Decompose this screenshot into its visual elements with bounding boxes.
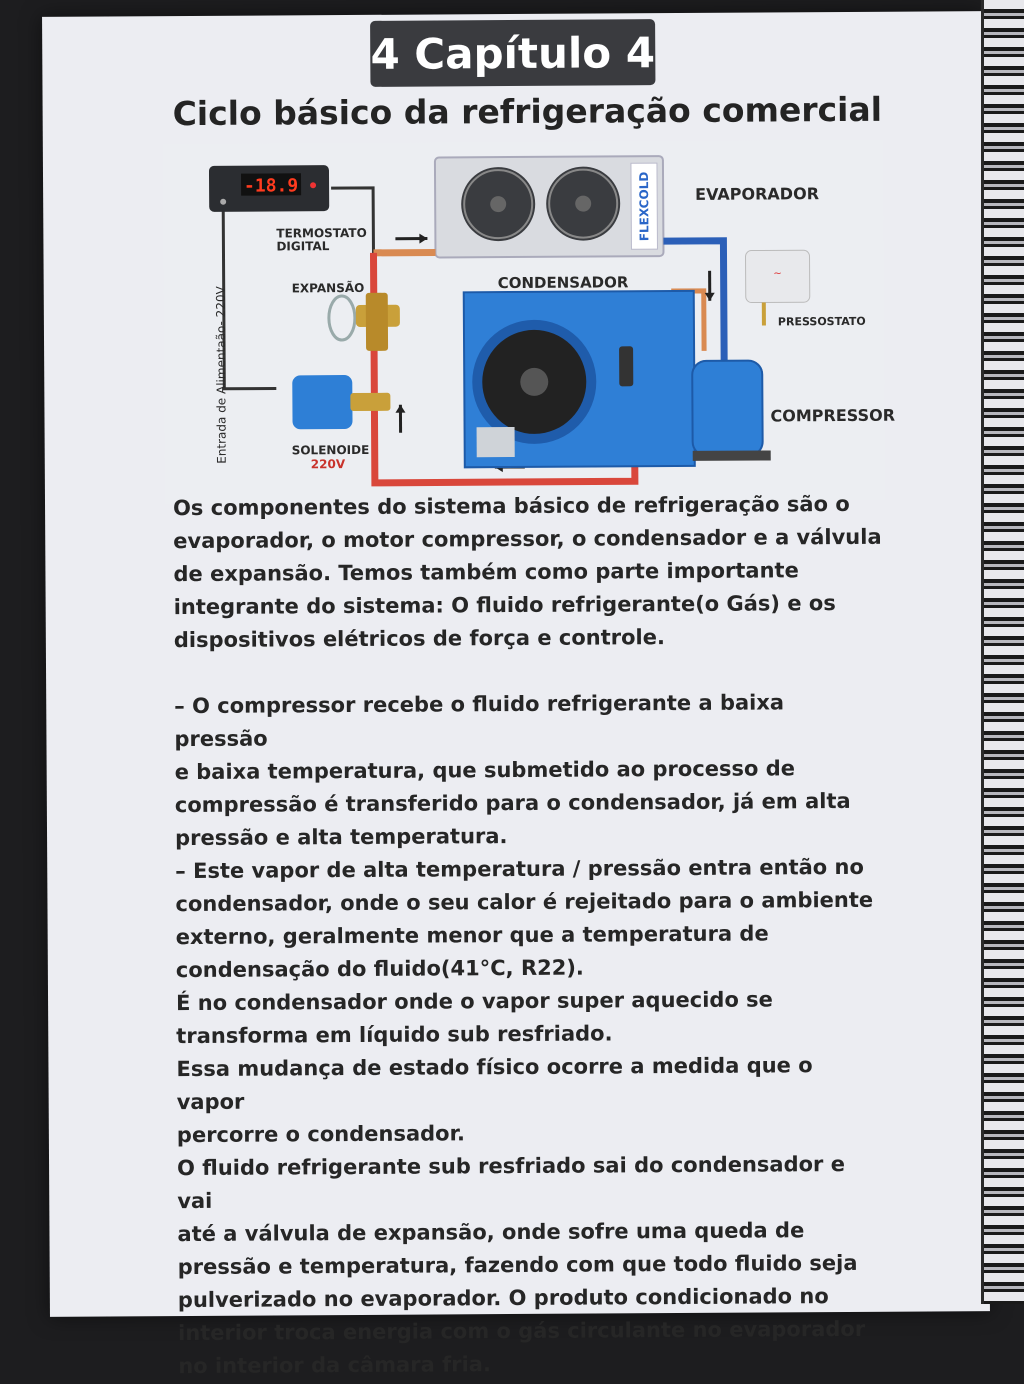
thermostat-label: TERMOSTATO DIGITAL	[276, 225, 367, 254]
text-line: – O compressor recebe o fluido refrigerante a baixa pressão	[174, 690, 785, 752]
text-line: no interior da câmara fria.	[178, 1352, 491, 1379]
solenoid-label: SOLENOIDE	[291, 442, 370, 458]
expansion-label: EXPANSÃO	[291, 280, 365, 296]
solenoid-voltage: 220V	[310, 457, 346, 472]
compressor-device	[692, 360, 771, 460]
spiral-binding	[981, 0, 1024, 1304]
condensing-unit	[464, 291, 695, 467]
text-line: dispositivos elétricos de força e controle.	[173, 625, 665, 653]
text-line: condensador, onde o seu calor é rejeitado para o ambiente	[175, 887, 874, 917]
text-line: – Este vapor de alta temperatura / pressão entra então no	[175, 854, 864, 884]
intro-paragraph	[173, 488, 884, 657]
text-line: interior troca energia com o gás circulante no evaporador	[178, 1316, 866, 1346]
text-line: pulverizado no evaporador. O produto condicionado no	[177, 1284, 829, 1313]
condenser-label: CONDENSADOR	[497, 273, 629, 293]
text-line: É no condensador onde o vapor super aquecido se	[175, 987, 773, 1016]
text-line: compressão é transferido para o condensador, já em alta	[174, 788, 851, 818]
thermostat-device	[209, 165, 329, 212]
svg-text:~: ~	[773, 268, 782, 280]
text-line: transforma em líquido sub resfriado.	[176, 1021, 613, 1049]
text-line: evaporador, o motor compressor, o condensador e a válvula	[173, 524, 882, 554]
text-line: condensação do fluido(41°C, R22).	[175, 955, 584, 983]
evaporator-label: EVAPORADOR	[695, 184, 820, 204]
power-supply-label: Entrada de Alimentaão- 220V	[213, 286, 229, 464]
page-title: Ciclo básico da refrigeração comercial	[172, 89, 883, 134]
text-line: externo, geralmente menor que a temperatura de	[175, 921, 769, 950]
evaporator-unit	[435, 156, 664, 257]
refrigeration-diagram	[163, 140, 896, 504]
thermostat-display: -18.9	[243, 175, 299, 197]
text-line: O fluido refrigerante sub resfriado sai do condensador e vai	[176, 1152, 845, 1214]
book-page	[42, 11, 990, 1379]
text-line: percorre o condensador.	[176, 1121, 465, 1148]
text-line: integrante do sistema: O fluido refrigerante(o Gás) e os	[173, 591, 836, 620]
text-line: e baixa temperatura, que submetido ao processo de	[174, 756, 796, 785]
details-paragraph	[174, 686, 888, 1383]
text-line: Os componentes do sistema básico de refrigeração são o	[172, 491, 850, 521]
text-line: pressão e alta temperatura.	[174, 824, 508, 851]
brand-label: FLEXCOLD	[636, 171, 652, 242]
pressostat-label: PRESSOSTATO	[777, 314, 866, 329]
chapter-badge: 4 Capítulo 4	[370, 19, 655, 87]
compressor-label: COMPRESSOR	[770, 405, 896, 426]
text-line: pressão e temperatura, fazendo com que todo fluido seja	[177, 1250, 858, 1280]
text-line: Essa mudança de estado físico ocorre a medida que o vapor	[176, 1053, 813, 1115]
text-line: até a válvula de expansão, onde sofre uma queda de	[177, 1218, 805, 1247]
text-line: de expansão. Temos também como parte importante	[173, 558, 799, 587]
